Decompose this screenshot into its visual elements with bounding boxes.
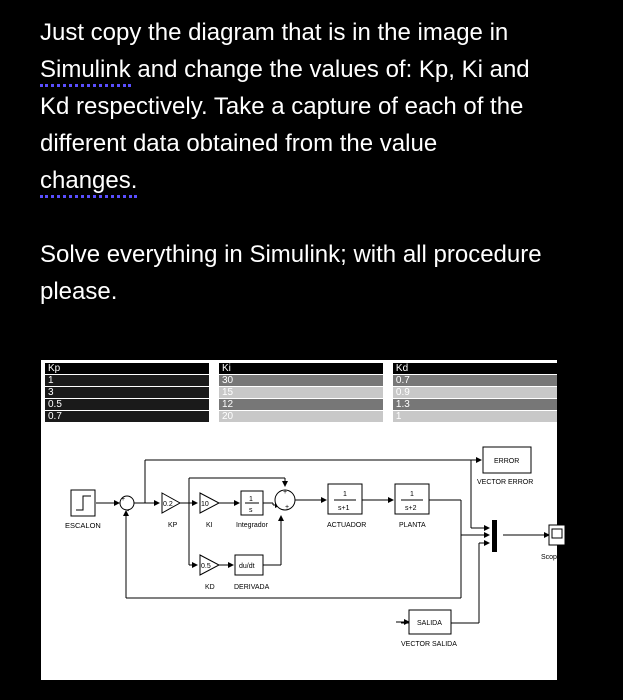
cell-ki: 30: [219, 375, 383, 387]
actuador-numerator: 1: [343, 491, 347, 498]
error-block-text: ERROR: [494, 458, 520, 465]
actuador-denominator: s+1: [338, 505, 350, 512]
simulink-block-diagram: [41, 360, 561, 680]
ki-label: KI: [206, 522, 213, 529]
integrator-label: Integrador: [236, 522, 268, 529]
cell-kd: 0.9: [393, 387, 557, 399]
kp-value: 0.2: [163, 501, 173, 508]
scope-label: Scope: [541, 554, 561, 561]
cell-kd: 1.3: [393, 399, 557, 411]
simulink-link[interactable]: Simulink: [40, 56, 131, 87]
cell-ki: 12: [219, 399, 383, 411]
question-line-2-rest: and change the values of: Kp, Ki and: [130, 56, 530, 83]
salida-block-text: SALIDA: [417, 620, 442, 627]
derivative-label: DERIVADA: [234, 584, 270, 591]
question-text: [40, 14, 600, 310]
error-label: VECTOR ERROR: [477, 479, 534, 486]
question-line-7: please.: [40, 278, 118, 305]
sum1-minus: -: [127, 508, 130, 515]
planta-label: PLANTA: [399, 522, 426, 529]
planta-denominator: s+2: [405, 505, 417, 512]
ki-value: 10: [201, 501, 209, 508]
question-line-4: different data obtained from the value: [40, 130, 438, 157]
sum2-sign-lower: +: [285, 504, 290, 511]
cell-ki: 20: [219, 411, 383, 423]
question-line-5: [40, 162, 600, 199]
sum2-sign: +: [283, 489, 288, 496]
cell-kd: 0.7: [393, 375, 557, 387]
cell-ki: 15: [219, 387, 383, 399]
cell-kp: 1: [45, 375, 209, 387]
derivative-text: du/dt: [239, 563, 255, 570]
kd-label: KD: [205, 584, 215, 591]
question-line-6: Solve everything in Simulink; with all procedure: [40, 241, 542, 268]
planta-numerator: 1: [410, 491, 414, 498]
salida-label: VECTOR SALIDA: [401, 641, 457, 648]
mux-block[interactable]: [492, 520, 497, 552]
kd-value: 0.5: [201, 563, 211, 570]
escalon-label: ESCALON: [65, 521, 101, 530]
sum1-plus: +: [121, 496, 126, 503]
integrator-denominator: s: [249, 507, 253, 514]
header-ki: Ki: [219, 363, 383, 375]
cell-kd: 1: [393, 411, 557, 423]
header-kp: Kp: [45, 363, 209, 375]
attached-figure: [41, 360, 561, 680]
integrator-numerator: 1: [249, 496, 253, 503]
question-line-2: [40, 51, 600, 88]
changes-link[interactable]: changes.: [40, 167, 137, 198]
header-kd: Kd: [393, 363, 557, 375]
kp-label: KP: [168, 522, 178, 529]
cell-kp: 0.7: [45, 411, 209, 423]
question-line-3: Kd respectively. Take a capture of each of the: [40, 93, 524, 120]
cell-kp: 3: [45, 387, 209, 399]
actuador-label: ACTUADOR: [327, 522, 367, 529]
question-line-1: Just copy the diagram that is in the image in: [40, 19, 509, 46]
cell-kp: 0.5: [45, 399, 209, 411]
